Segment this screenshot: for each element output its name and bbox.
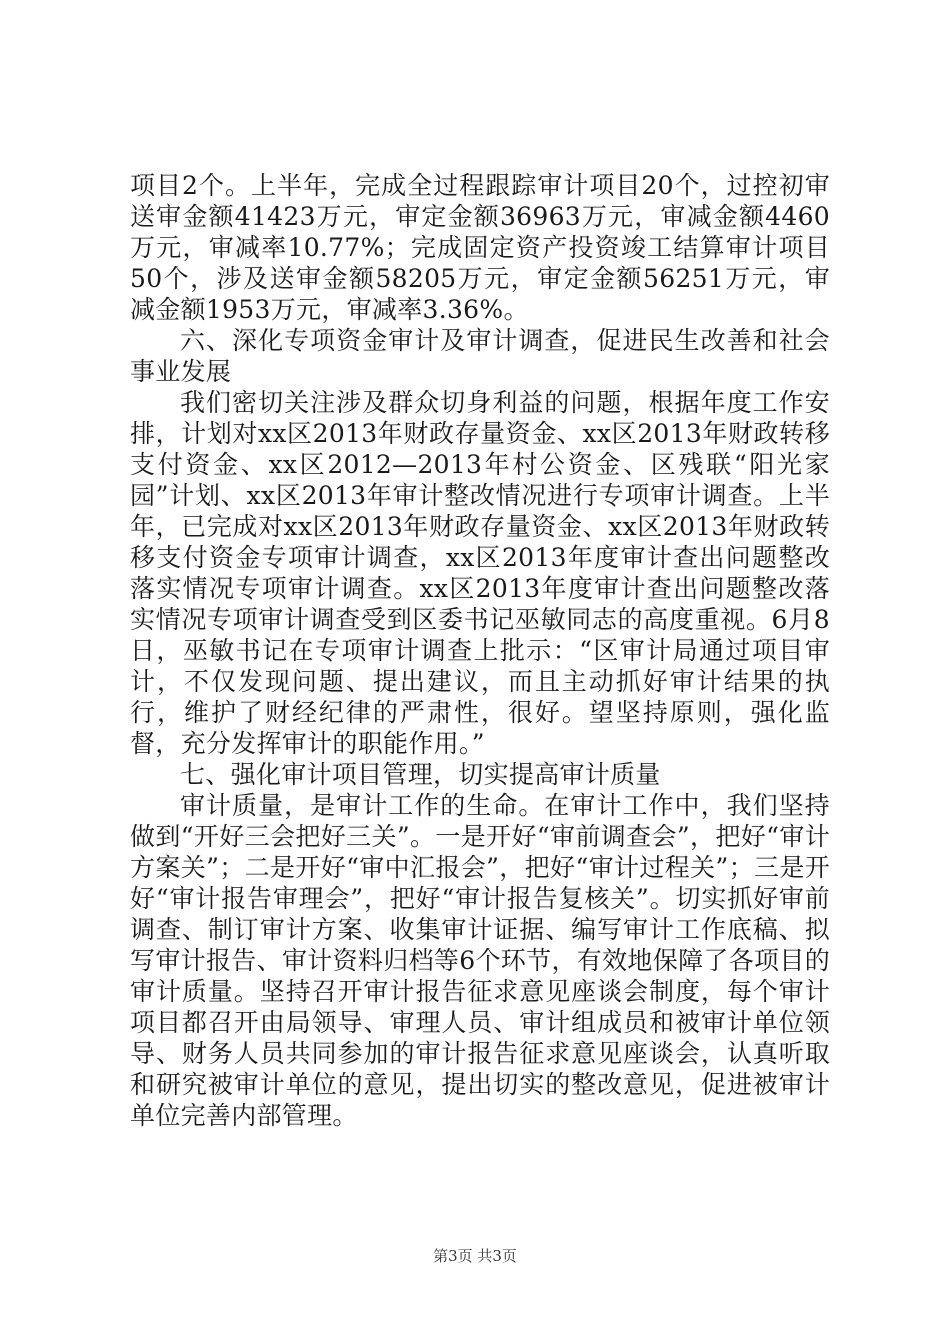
paragraph-audit-quality: 审计质量，是审计工作的生命。在审计工作中，我们坚持做到“开好三会把好三关”。一是开好“审前调查会”，把好“审计方案关”；二是开好“审中汇报会”，把好“审计过程关”；三是开好“审计报告审理会”，把好“审计报告复核关”。切实抓好审前调查、制订审计方案、收集审计证据、编写审计工作底稿、拟写审计报告、审计资料归档等6个环节，有效地保障了各项目的审计质量。坚持召开审计报告征求意见座谈会制度，每个审计项目都召开由局领导、审理人员、审计组成员和被审计单位领导、财务人员共同参加的审计报告征求意见座谈会，认真听取和研究被审计单位的意见，提出切实的整改意见，促进被审计单位完善内部管理。	[130, 791, 830, 1130]
section-heading-seven: 七、强化审计项目管理，切实提高审计质量	[180, 760, 661, 789]
paragraph-audit-results: 项目2个。上半年，完成全过程跟踪审计项目20个，过控初审送审金额41423万元，审定金额36963万元，审减金额4460万元，审减率10.77%；完成固定资产投资竣工结算审计项目50个，涉及送审金额58205万元，审定金额56251万元，审减金额1953万元，审减率3.36%。	[130, 171, 830, 324]
paragraph-special-funds: 我们密切关注涉及群众切身利益的问题，根据年度工作安排，计划对xx区2013年财政存量资金、xx区2013年财政转移支付资金、xx区2012—2013年村公资金、区残联“阳光家园”计划、xx区2013年审计整改情况进行专项审计调查。上半年，已完成对xx区2013年财政存量资金、xx区2013年财政转移支付资金专项审计调查，xx区2013年度审计查出问题整改落实情况专项审计调查。xx区2013年度审计查出问题整改落实情况专项审计调查受到区委书记巫敏同志的高度重视。6月8日，巫敏书记在专项审计调查上批示：“区审计局通过项目审计，不仅发现问题、提出建议，而且主动抓好审计结果的执行，维护了财经纪律的严肃性，很好。望坚持原则，强化监督，充分发挥审计的职能作用。”	[130, 388, 830, 758]
page-number-footer: 第3页 共3页	[433, 1247, 517, 1265]
document-body	[130, 170, 830, 1131]
section-heading-six: 六、深化专项资金审计及审计调查，促进民生改善和社会事业发展	[130, 326, 830, 386]
